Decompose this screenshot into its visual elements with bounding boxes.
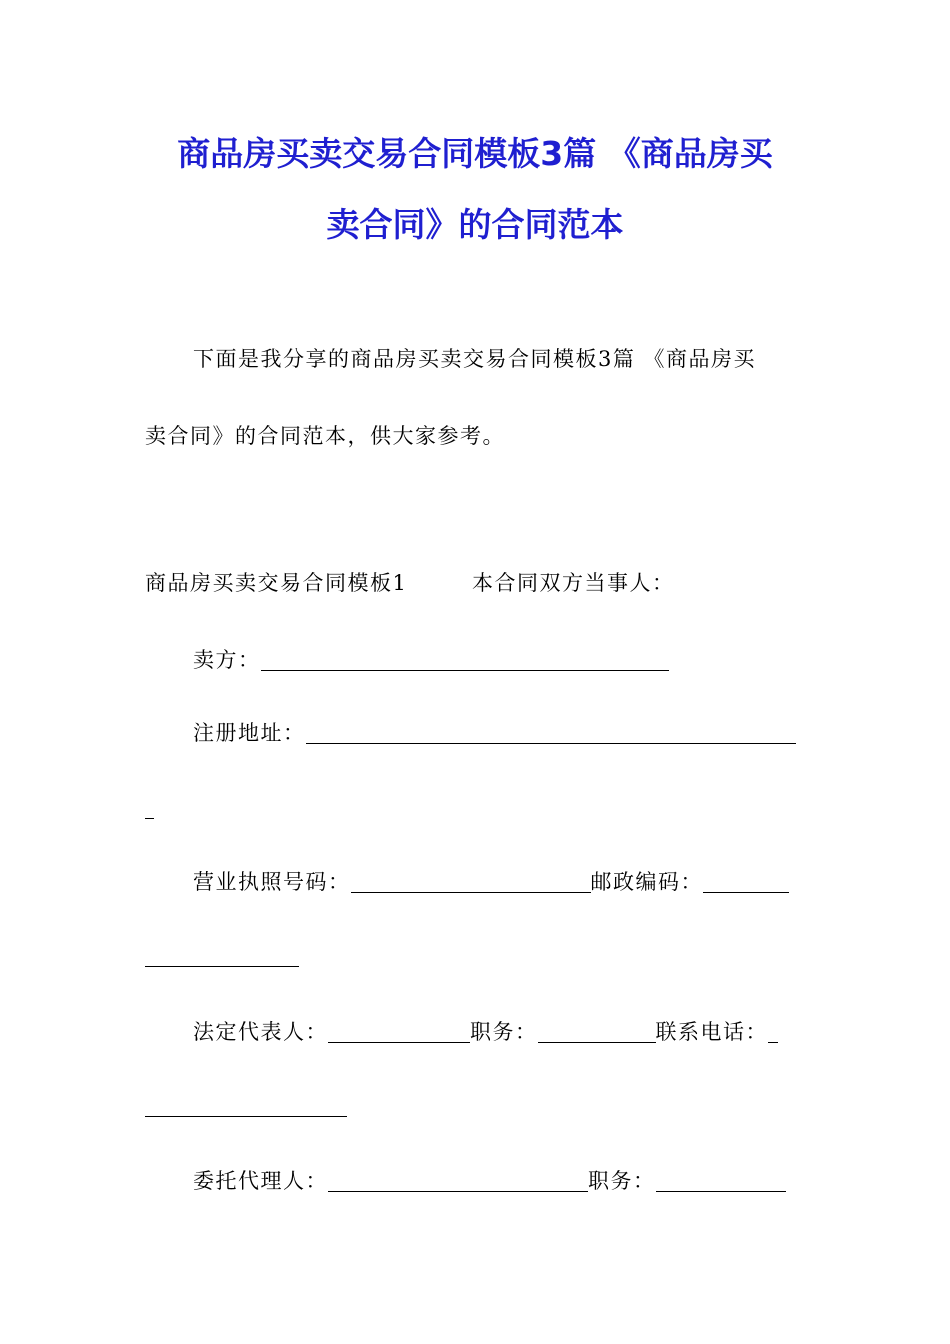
document-title-line-2: 卖合同》的合同范本 (326, 205, 624, 244)
agent-row (193, 1166, 786, 1196)
phone-label: 联系电话： (655, 1020, 768, 1044)
parties-label: 本合同双方当事人： (472, 571, 675, 595)
agent-position-label: 职务： (588, 1169, 656, 1193)
seller-label (193, 645, 669, 675)
business-license-blank[interactable] (351, 872, 591, 893)
registered-address-blank[interactable] (306, 723, 796, 744)
intro-line-2: 卖合同》的合同范本，供大家参考。 (145, 424, 505, 448)
phone-blank[interactable] (768, 1022, 778, 1043)
position-label: 职务： (470, 1020, 538, 1044)
legal-rep-row (193, 1017, 778, 1047)
legal-rep-blank[interactable] (328, 1022, 470, 1043)
postal-code-label: 邮政编码： (590, 870, 703, 894)
registered-address-label-text: 注册地址： (193, 721, 306, 745)
agent-position-blank[interactable] (656, 1171, 786, 1192)
position-blank[interactable] (538, 1022, 656, 1043)
business-license-label: 营业执照号码： (193, 870, 351, 894)
postal-code-blank-continued[interactable] (145, 966, 299, 967)
agent-label: 委托代理人： (193, 1169, 328, 1193)
legal-rep-label: 法定代表人： (193, 1020, 328, 1044)
seller-blank[interactable] (261, 650, 669, 671)
seller-label-text: 卖方： (193, 648, 261, 672)
registered-address-blank-continued[interactable] (145, 818, 154, 819)
document-title-line-1: 商品房买卖交易合同模板3篇 《商品房买 (177, 134, 773, 173)
phone-blank-continued[interactable] (145, 1116, 347, 1117)
license-postal-row (193, 867, 789, 897)
section-1-heading: 商品房买卖交易合同模板1 (145, 571, 408, 595)
agent-blank[interactable] (328, 1171, 588, 1192)
intro-line-1: 下面是我分享的商品房买卖交易合同模板3篇 《商品房买 (193, 347, 757, 371)
postal-code-blank[interactable] (703, 872, 789, 893)
registered-address-label (193, 718, 796, 748)
